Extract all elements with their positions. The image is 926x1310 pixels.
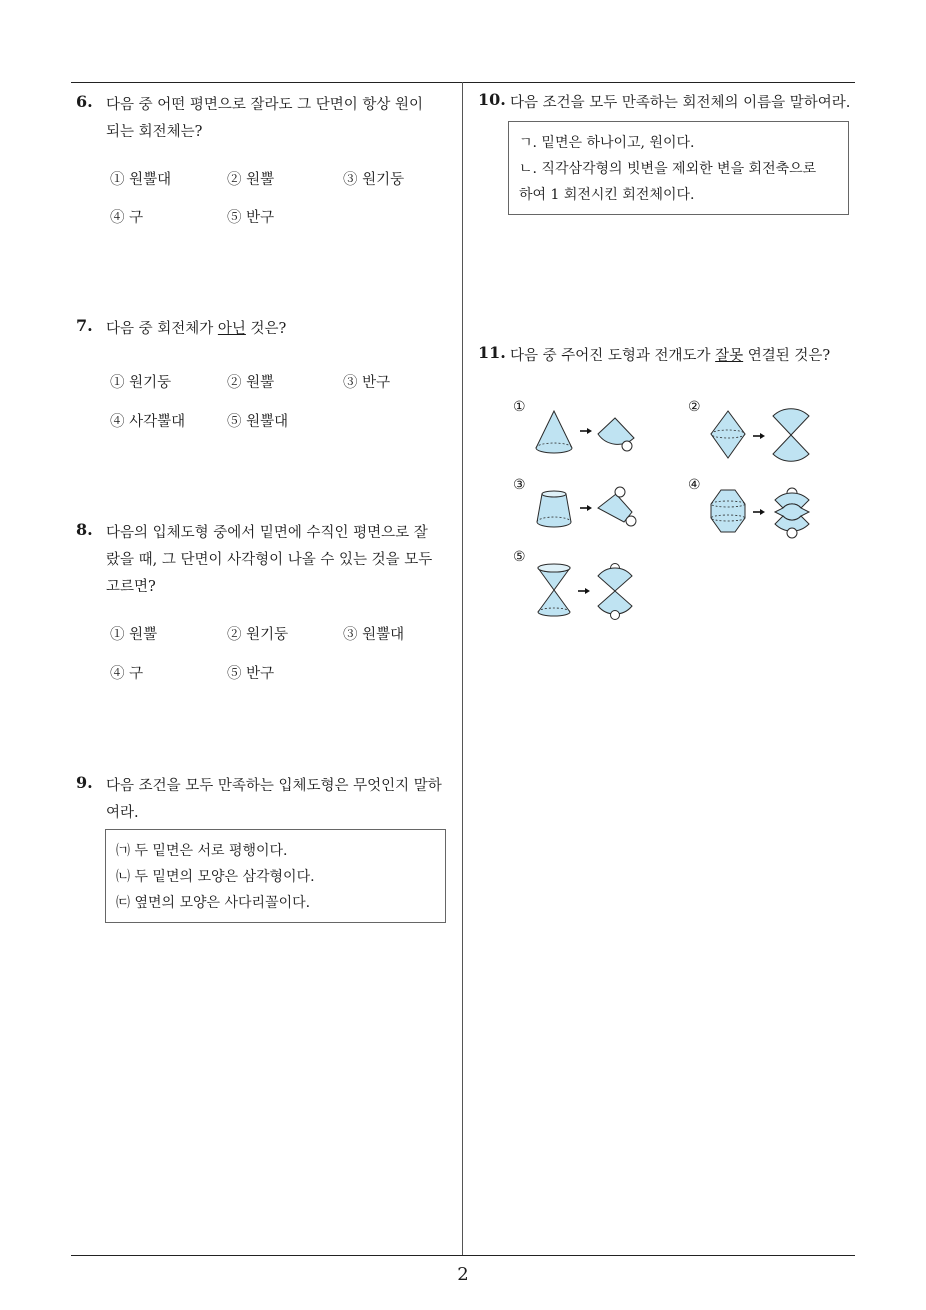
- hourglass-cone-icon: [538, 564, 570, 616]
- barrel-solid-icon: [711, 490, 745, 532]
- question-number: 7.: [76, 316, 93, 335]
- question-number: 8.: [76, 520, 93, 539]
- condition-1: ㄱ. 밑면은 하나이고, 원이다.: [519, 135, 695, 151]
- choice-2[interactable]: ② 원뿔: [227, 375, 275, 391]
- question-line: 되는 회전체는?: [106, 124, 203, 140]
- question-text: [106, 92, 456, 146]
- frustum-net-icon: [598, 487, 636, 526]
- choice-4[interactable]: ④ 사각뿔대: [110, 414, 186, 430]
- question-number: 10.: [478, 90, 506, 109]
- choice-3[interactable]: ③ 반구: [343, 375, 391, 391]
- underlined-word: 아닌: [217, 321, 246, 337]
- question-11: [478, 343, 868, 370]
- question-10: [478, 90, 868, 117]
- arrow-icon: [578, 588, 590, 594]
- figure-label-2: ②: [688, 399, 701, 415]
- choice-3[interactable]: ③ 원뿔대: [343, 627, 405, 643]
- condition-3: 하여 1 회전시킨 회전체이다.: [519, 187, 695, 203]
- choice-2[interactable]: ② 원뿔: [227, 172, 275, 188]
- condition-1: ㈀ 두 밑면은 서로 평행이다.: [116, 843, 288, 859]
- bottom-rule: [71, 1255, 855, 1256]
- arrow-icon: [580, 428, 592, 434]
- question-text-post: 것은?: [245, 321, 287, 337]
- choice-4[interactable]: ④ 구: [110, 210, 144, 226]
- column-divider: [462, 82, 463, 1256]
- figure-label-4: ④: [688, 477, 701, 493]
- choice-1[interactable]: ① 원뿔: [110, 627, 158, 643]
- choice-1[interactable]: ① 원뿔대: [110, 172, 172, 188]
- question-text-post: 연결된 것은?: [743, 348, 831, 364]
- question-7: [76, 316, 456, 343]
- choice-5[interactable]: ⑤ 반구: [227, 210, 275, 226]
- double-cone-icon: [711, 411, 745, 458]
- question-text: [106, 316, 456, 343]
- arrow-icon: [753, 509, 765, 515]
- conditions-box-q9: [105, 829, 446, 923]
- cone-icon: [536, 411, 572, 453]
- figure-option-5[interactable]: [532, 562, 642, 620]
- figure-option-4[interactable]: [705, 486, 820, 540]
- conditions-box-q10: [508, 121, 849, 215]
- condition-2: ㈁ 두 밑면의 모양은 삼각형이다.: [116, 869, 315, 885]
- question-6: [76, 92, 456, 146]
- hourglass-net-icon: [598, 564, 632, 620]
- condition-2: ㄴ. 직각삼각형의 빗변을 제외한 변을 회전축으로: [519, 161, 817, 177]
- figure-label-1: ①: [513, 399, 526, 415]
- question-number: 9.: [76, 773, 93, 792]
- figure-label-5: ⑤: [513, 549, 526, 565]
- condition-3: ㈂ 옆면의 모양은 사다리꼴이다.: [116, 895, 311, 911]
- figure-option-3[interactable]: [532, 486, 642, 532]
- arrow-icon: [580, 505, 592, 511]
- arrow-icon: [753, 433, 765, 439]
- question-text: [510, 343, 868, 370]
- figure-option-2[interactable]: [705, 408, 815, 466]
- page-number: 2: [457, 1264, 469, 1285]
- question-line: 고르면?: [106, 579, 156, 595]
- question-line: 여라.: [106, 805, 139, 821]
- cone-net-icon: [598, 418, 634, 451]
- question-8: [76, 520, 461, 601]
- question-text-pre: 다음 중 주어진 도형과 전개도가: [510, 348, 716, 364]
- top-rule: [71, 82, 855, 83]
- frustum-icon: [537, 491, 571, 527]
- question-number: 11.: [478, 343, 506, 362]
- question-text-pre: 다음 중 회전체가: [106, 321, 218, 337]
- question-line: 다음의 입체도형 중에서 밑면에 수직인 평면으로 잘: [106, 525, 428, 541]
- figure-option-1[interactable]: [532, 408, 642, 458]
- underlined-word: 잘못: [715, 348, 744, 364]
- question-line: 랐을 때, 그 단면이 사각형이 나올 수 있는 것을 모두: [106, 552, 433, 568]
- question-line: 다음 중 어떤 평면으로 잘라도 그 단면이 항상 원이: [106, 97, 424, 113]
- question-text: [106, 520, 461, 601]
- choice-3[interactable]: ③ 원기둥: [343, 172, 405, 188]
- figure-label-3: ③: [513, 477, 526, 493]
- choice-5[interactable]: ⑤ 반구: [227, 666, 275, 682]
- question-number: 6.: [76, 92, 93, 111]
- question-line: 다음 조건을 모두 만족하는 입체도형은 무엇인지 말하: [106, 778, 442, 794]
- choice-1[interactable]: ① 원기둥: [110, 375, 172, 391]
- question-9: [76, 773, 461, 827]
- question-text: [106, 773, 461, 827]
- choice-4[interactable]: ④ 구: [110, 666, 144, 682]
- choice-5[interactable]: ⑤ 원뿔대: [227, 414, 289, 430]
- question-text: 다음 조건을 모두 만족하는 회전체의 이름을 말하여라.: [510, 95, 851, 111]
- choice-2[interactable]: ② 원기둥: [227, 627, 289, 643]
- barrel-net-icon: [775, 488, 809, 538]
- double-cone-net-icon: [773, 409, 809, 461]
